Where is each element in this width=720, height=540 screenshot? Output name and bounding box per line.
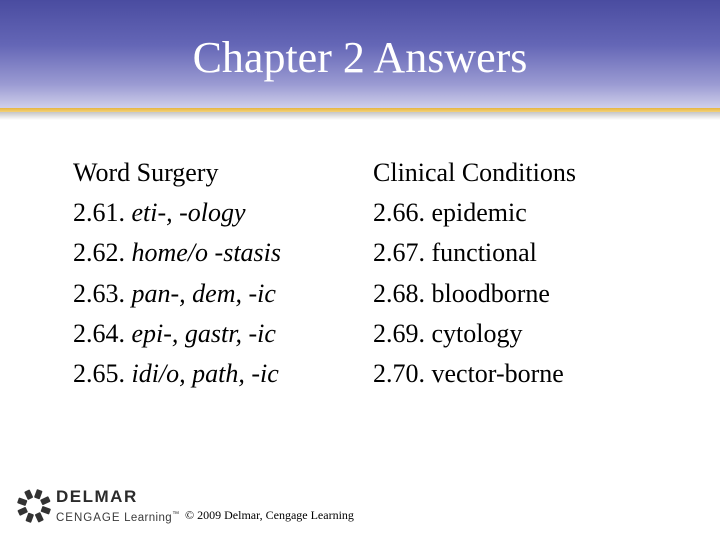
answer-item: [73, 274, 281, 314]
logo-wordmark: DELMAR: [56, 487, 138, 506]
answer-item: [73, 314, 281, 354]
slide-title: Chapter 2 Answers: [192, 33, 528, 82]
answer-item: [373, 233, 576, 273]
answer-number: 2.62.: [73, 238, 125, 268]
answer-text: cytology: [431, 318, 523, 348]
word-surgery-column: [73, 153, 281, 394]
answer-text: idi/o, path, -ic: [131, 359, 279, 389]
trademark-symbol: ™: [172, 511, 180, 518]
word-surgery-heading: Word Surgery: [73, 158, 219, 187]
answer-item: [73, 354, 281, 394]
answer-number: 2.67.: [373, 238, 425, 268]
answer-number: 2.68.: [373, 278, 425, 308]
answer-number: 2.61.: [73, 198, 125, 228]
answer-text: home/o -stasis: [131, 238, 281, 268]
answer-number: 2.70.: [373, 359, 425, 389]
answer-number: 2.65.: [73, 359, 125, 389]
answer-number: 2.64.: [73, 318, 125, 348]
answer-item: [373, 193, 576, 233]
answer-text: pan-, dem, -ic: [131, 278, 276, 308]
answer-text: bloodborne: [431, 278, 550, 308]
answer-text: vector-borne: [431, 359, 564, 389]
delmar-cengage-logo: [16, 486, 186, 526]
answer-text: functional: [431, 238, 537, 268]
answer-item: [73, 193, 281, 233]
pinwheel-icon: [16, 488, 52, 524]
answer-number: 2.66.: [373, 198, 425, 228]
answer-item: [373, 354, 576, 394]
clinical-conditions-heading: Clinical Conditions: [373, 158, 576, 187]
logo-learning-text: Learning: [120, 511, 173, 524]
logo-cengage-text: CENGAGE: [56, 511, 121, 524]
answer-number: 2.69.: [373, 318, 425, 348]
clinical-conditions-column: [373, 153, 576, 394]
copyright-notice: © 2009 Delmar, Cengage Learning: [185, 508, 354, 522]
banner-shadow: [0, 112, 720, 120]
answer-item: [373, 314, 576, 354]
answer-number: 2.63.: [73, 278, 125, 308]
answer-text: eti-, -ology: [131, 198, 246, 228]
answer-text: epidemic: [431, 198, 527, 228]
logo-subtitle: [56, 507, 179, 526]
answer-item: [373, 274, 576, 314]
answer-item: [73, 233, 281, 273]
answer-text: epi-, gastr, -ic: [131, 318, 276, 348]
